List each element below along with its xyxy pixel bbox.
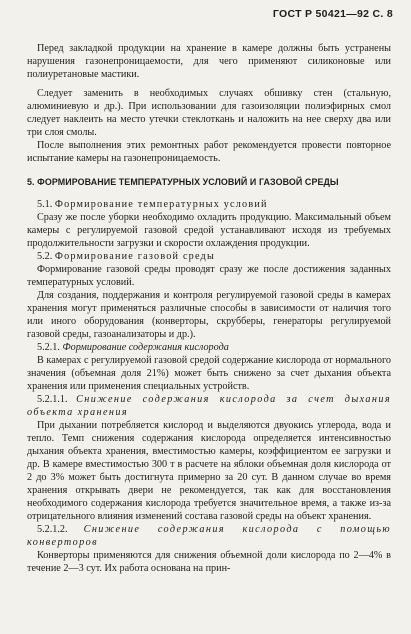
- subsection-title: Формирование температурных условий: [54, 199, 268, 210]
- subsection-heading: [27, 393, 391, 419]
- document-body: [27, 42, 391, 575]
- subsection-title: Формирование содержания кислорода: [62, 342, 229, 353]
- paragraph: Формирование газовой среды проводят сразу же после достижения заданных температурных условий.: [27, 264, 391, 288]
- section-heading: 5. ФОРМИРОВАНИЕ ТЕМПЕРАТУРНЫХ УСЛОВИЙ И ГАЗОВОЙ СРЕДЫ: [27, 177, 339, 187]
- page-header: ГОСТ Р 50421—92 С. 8: [272, 8, 393, 20]
- subsection-number: 5.2.1.: [37, 342, 60, 353]
- paragraph: Конверторы применяются для снижения объемной доли кислорода по 2—4% в течение 2—3 сут. Их работа основана на прин-: [27, 550, 391, 574]
- paragraph: При дыхании потребляется кислород и выделяются двуокись углерода, вода и тепло. Темп снижения содержания кислорода определяется интенсивностью дыхания объекта хранения, вместимостью камеры, коэффициентом ее загрузки и др. В камере вместимостью 300 т в расчете на яблоки объемная доля кислорода от 2 до 3% может быть достигнута примерно за 20 сут. В данном случае во время хранения открывать двери не рекомендуется, так как для восстановления необходимого содержания кислорода требуется значительное время, а также из-за отрицательного влияния изменений состава газовой среды на объект хранения.: [27, 420, 391, 522]
- subsection-title: Формирование газовой среды: [54, 251, 215, 262]
- paragraph: Сразу же после уборки необходимо охладить продукцию. Максимальный объем камеры с регулируемой газовой средой устанавливают исходя из требуемых продолжительности загрузки и скорости охлаждения продукции.: [27, 212, 391, 249]
- subsection-number: 5.2.: [37, 251, 53, 262]
- paragraph: После выполнения этих ремонтных работ рекомендуется провести повторное испытание камеры на газонепроницаемость.: [27, 140, 391, 164]
- subsection-heading: [27, 341, 391, 354]
- subsection-heading: [27, 523, 391, 549]
- subsection-heading: [27, 198, 391, 211]
- paragraph: В камерах с регулируемой газовой средой содержание кислорода от нормального значения (объемная доля 21%) может быть снижено за счет дыхания объекта хранения или применения специальных устройств.: [27, 355, 391, 392]
- subsection-heading: [27, 250, 391, 263]
- paragraph: Для создания, поддержания и контроля регулируемой газовой среды в камерах хранения могут применяться различные способы в зависимости от наличия того или иного оборудования (конверторы, скрубберы, генераторы регулируемой газовой среды, газоанализаторы и др.).: [27, 290, 391, 340]
- paragraph: Следует заменить в необходимых случаях обшивку стен (стальную, алюминиевую и др.). При использовании для газоизоляции полиэфирных смол следует наклеить на место утечки стеклоткань и наложить на нее сверху два или три слоя смолы.: [27, 88, 391, 138]
- subsection-number: 5.1.: [37, 199, 53, 210]
- paragraph: Перед закладкой продукции на хранение в камере должны быть устранены нарушения газонепроницаемости, для чего применяют силиконовые или полиуретановые мастики.: [27, 43, 391, 80]
- subsection-number: 5.2.1.1.: [37, 394, 68, 405]
- subsection-number: 5.2.1.2.: [37, 524, 68, 535]
- subsection-title: Снижение содержания кислорода за счет дыхания объекта хранения: [27, 394, 392, 418]
- subsection-title: Снижение содержания кислорода с помощью конверторов: [27, 524, 392, 548]
